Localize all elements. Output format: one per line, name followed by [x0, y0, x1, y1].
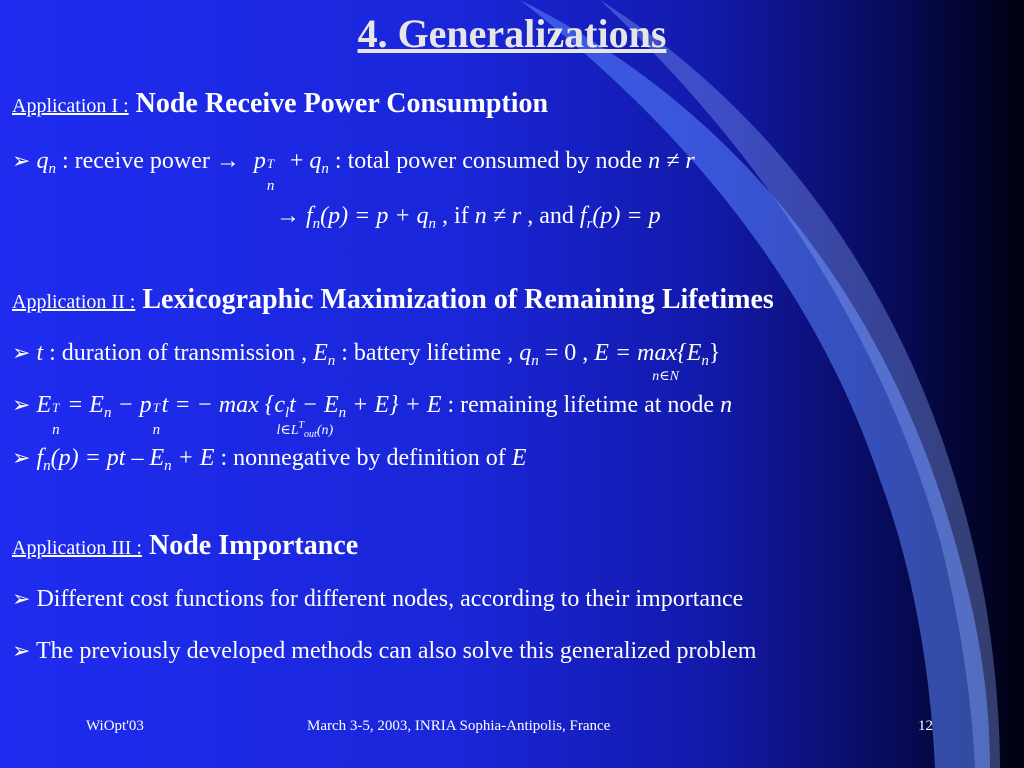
app3-bullet2-text: The previously developed methods can also solve this generalized problem: [36, 638, 757, 664]
app1-heading: [12, 88, 548, 120]
app2-line3: ➢ $f_n(p)$ = pt – $E_n + E$ : nonnegative by definition of E: [12, 445, 527, 474]
footer-center: March 3-5, 2003, INRIA Sophia-Antipolis, France: [307, 718, 611, 734]
page-number: 12: [918, 718, 933, 734]
var-n: n: [720, 392, 733, 418]
text-and: , and: [527, 203, 574, 229]
plus-sign: +: [289, 148, 304, 174]
app3-label: Application III :: [12, 537, 142, 559]
app1-condition: n ≠ r: [648, 148, 695, 174]
bullet-icon: ➢: [12, 148, 31, 173]
app3-bullet1: [12, 586, 743, 613]
var-p: p: [253, 148, 266, 174]
app1-rhs: (p) = p + q: [320, 203, 429, 229]
sub-n: n: [321, 161, 329, 177]
max-subscript-L: $l\in L^T_{out}(n)$: [276, 420, 334, 440]
var-f: f: [579, 203, 587, 229]
app3-bullet1-text: Different cost functions for different nodes, according to their importance: [36, 586, 744, 612]
footer-left: WiOpt'03: [86, 718, 144, 734]
app2-remaining-text: : remaining lifetime at node: [447, 392, 715, 418]
sub-n: n: [266, 178, 275, 194]
sub-n: n: [48, 161, 56, 177]
max-E-formula: $E = \max\{E_n\}$ n∈N: [594, 340, 721, 384]
sub-n: n: [531, 353, 539, 369]
app2-line1: [12, 340, 721, 384]
app2-title: Lexicographic Maximization of Remaining Lifetimes: [142, 284, 774, 315]
app2-label: Application II :: [12, 291, 136, 313]
app2-text1: : duration of transmission ,: [49, 340, 308, 366]
var-q: q: [309, 148, 322, 174]
app1-title: Node Receive Power Consumption: [135, 88, 549, 119]
app3-bullet2: [12, 638, 756, 665]
var-t: t: [36, 340, 44, 366]
sub-n: n: [312, 216, 321, 232]
bullet-icon: ➢: [12, 340, 31, 365]
bullet-icon: ➢: [12, 586, 31, 611]
app1-text1: : receive power →: [61, 148, 240, 174]
text-if: , if: [442, 203, 469, 229]
var-f: f: [36, 445, 44, 471]
lifetime-formula: E T n = $E_n - p$ T n t = − $\max \{c_lt - E_n + E\} + E$ $l\in L^T_{out}(n)$: [36, 392, 442, 440]
sup-T: T: [266, 156, 275, 171]
bullet-icon: ➢: [12, 392, 31, 417]
app3-title: Node Importance: [148, 530, 359, 561]
app1-condition2: n ≠ r: [474, 203, 522, 229]
app1-end: (p) = p: [592, 203, 661, 229]
app2-text3: = 0 ,: [544, 340, 589, 366]
max-subscript: n∈N: [652, 369, 679, 384]
arrow-icon: →: [276, 203, 300, 229]
app2-nonneg-text: : nonnegative by definition of: [220, 445, 506, 471]
var-E: E: [313, 340, 328, 366]
app2-line2: [12, 392, 733, 440]
bullet-icon: ➢: [12, 445, 31, 470]
app1-label: Application I :: [12, 95, 129, 117]
sub-r: r: [586, 216, 593, 232]
var-q: q: [36, 148, 49, 174]
sub-n: n: [327, 353, 336, 369]
app3-heading: [12, 530, 358, 562]
sub-n: n: [428, 216, 437, 232]
bullet-icon: ➢: [12, 638, 31, 663]
app2-text2: : battery lifetime ,: [341, 340, 514, 366]
var-f: f: [306, 203, 313, 229]
var-q: q: [519, 340, 532, 366]
app2-heading: [12, 284, 774, 316]
var-E: E: [511, 445, 527, 471]
app1-text2: : total power consumed by node: [334, 148, 643, 174]
app1-line1: [12, 148, 695, 194]
slide-title: 4. Generalizations: [357, 11, 667, 56]
app1-line2: [276, 203, 661, 230]
